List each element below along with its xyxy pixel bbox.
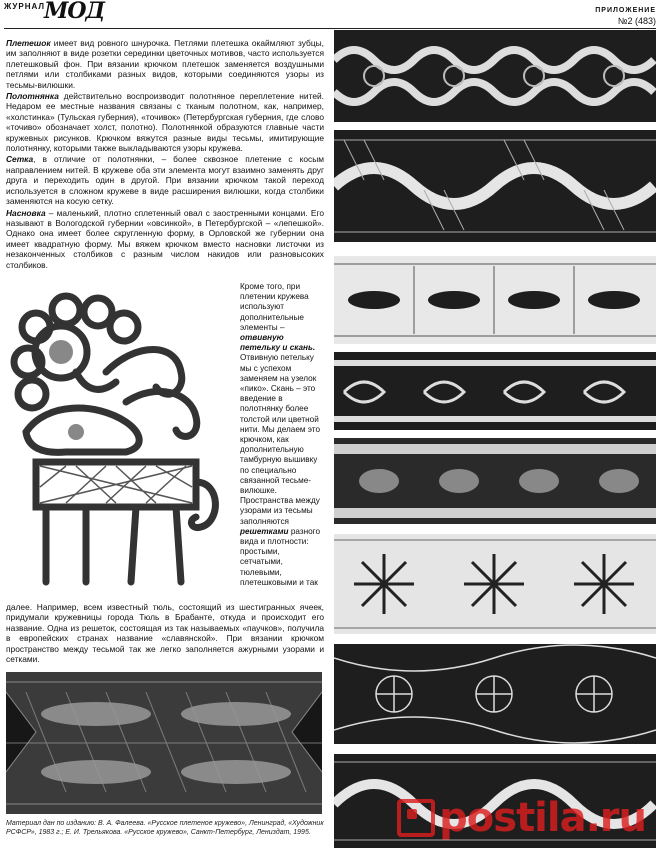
term-polotnyanka: Полотнянка	[6, 91, 59, 102]
paragraph-setka	[6, 154, 324, 206]
magazine-small-label: ЖУРНАЛ	[4, 2, 46, 11]
term-reshetki: решетками	[240, 526, 289, 536]
paragraph-polotnyanka	[6, 91, 324, 153]
source-caption: Материал дан по изданию: В. А. Фалеева. «Русское плетеное кружево», Ленинград, «Художник РСФСР», 1983 г.; Е. И. Трельякова. «Русское кружево», Санкт-Петербург, Лениздат, 1995.	[6, 820, 324, 836]
term-nasnovka: Насновка	[6, 207, 46, 218]
supplement-label: ПРИЛОЖЕНИЕ	[595, 7, 656, 14]
body-setka: , в отличие от полотнянки, – более сквозное плетение с косым направлением нитей. В кружеве оба эти элемента могут взаимно заменять друг друга и переходить один в другой. При вязании крючком такой переход используется в сложном кружеве в виде расширения вилюшки, когда столбики заменяются на косую сетку.	[6, 154, 324, 207]
paragraph-pleteshok	[6, 38, 324, 90]
narrow-text-3: разного вида и плотности: простыми, сетчатыми, тюлевыми, плетешковыми и так	[240, 526, 321, 587]
narrow-text-2: Отвивную петельку мы с успехом заменяем на узелок «пико». Скань – это введение в полотнянку более толстой или цветной нити. Мы делаем это крючком, как дополнительную тамбурную вышивку по специально связанной тесьме-вилюшке. Пространства между узорами из тесьмы заполняются	[240, 353, 321, 526]
watermark-text: postila.ru	[439, 795, 646, 841]
lace-band-3	[334, 256, 656, 344]
body-polotnyanka: действительно воспроизводит полотняное переплетение нитей. Недаром ее местные названия связаны с тканым полотном, как, например, «холстинка» (Тульская губерния), «точивок» (Петербургская губерния, где слово «точиво» обозначает холст, полотно). Полотнянкой образуются главные части кружевных рисунков. Крючком вяжутся разные виды тесьмы, имитирующие полотнянку, которыми также выкладываются узоры кружева.	[6, 91, 324, 154]
issue-info	[595, 6, 656, 26]
watermark-logo-icon	[397, 799, 435, 837]
lace-samples-column	[334, 30, 656, 848]
lace-band-4	[334, 352, 656, 430]
narrow-text-column	[240, 282, 324, 588]
narrow-text-1: Кроме того, при плетении кружева используют дополнительные элементы –	[240, 282, 309, 332]
watermark	[397, 795, 646, 841]
paragraph-nasnovka	[6, 208, 324, 270]
body-pleteshok: имеет вид ровного шнурочка. Петлями плетешка окаймляют зубцы, им заполняют в виде розетки серединки цветочных мотивов, часто используется плетешковый фон. При вязании крючком плетешок заменяется воздушными петлями или столбиками разных видов, которыми соединяются узоры из тесьмы-вилюшки.	[6, 38, 324, 90]
bottom-lace-image	[6, 672, 322, 814]
term-otvivnaya: отвивную петельку и скань.	[240, 333, 316, 353]
header-rule	[4, 28, 656, 29]
magazine-logo	[4, 2, 124, 28]
term-pleteshok: Плетешок	[6, 38, 51, 48]
lace-band-7	[334, 644, 656, 744]
lace-band-6	[334, 534, 656, 634]
issue-number: №2 (483)	[617, 16, 656, 26]
magazine-big-label: МОД	[44, 0, 105, 24]
motif-image	[6, 282, 232, 598]
wide-paragraph: далее. Например, всем известный тюль, состоящий из шестигранных ячеек, придумали кружевницы города Тюль в Брабанте, откуда и происходит его название. Одна из решеток, состоящая из так называемых «паучков», получила в европейских странах название «славянской». При вязании крючком пространство между тесьмой так же легко заполняется ажурными узорами и сетками.	[6, 602, 324, 665]
term-setka: Сетка	[6, 154, 34, 165]
article-text	[6, 38, 324, 271]
lace-band-5	[334, 438, 656, 524]
narrow-paragraph	[240, 282, 324, 588]
body-nasnovka: – маленький, плотно сплетенный овал с заостренными концами. Его называют в Вологодской губернии «овсинкой», в Петербургской – «лепешкой». Однако она имеет более скругленную форму, в Орловской же губернии она имеет квадратную форму. Мы вяжем крючком вместо насновки листочки из незаконченных столбиков с разным числом накидов или разновысоких столбиков.	[6, 207, 324, 270]
lace-band-1	[334, 30, 656, 122]
lace-band-2	[334, 130, 656, 242]
